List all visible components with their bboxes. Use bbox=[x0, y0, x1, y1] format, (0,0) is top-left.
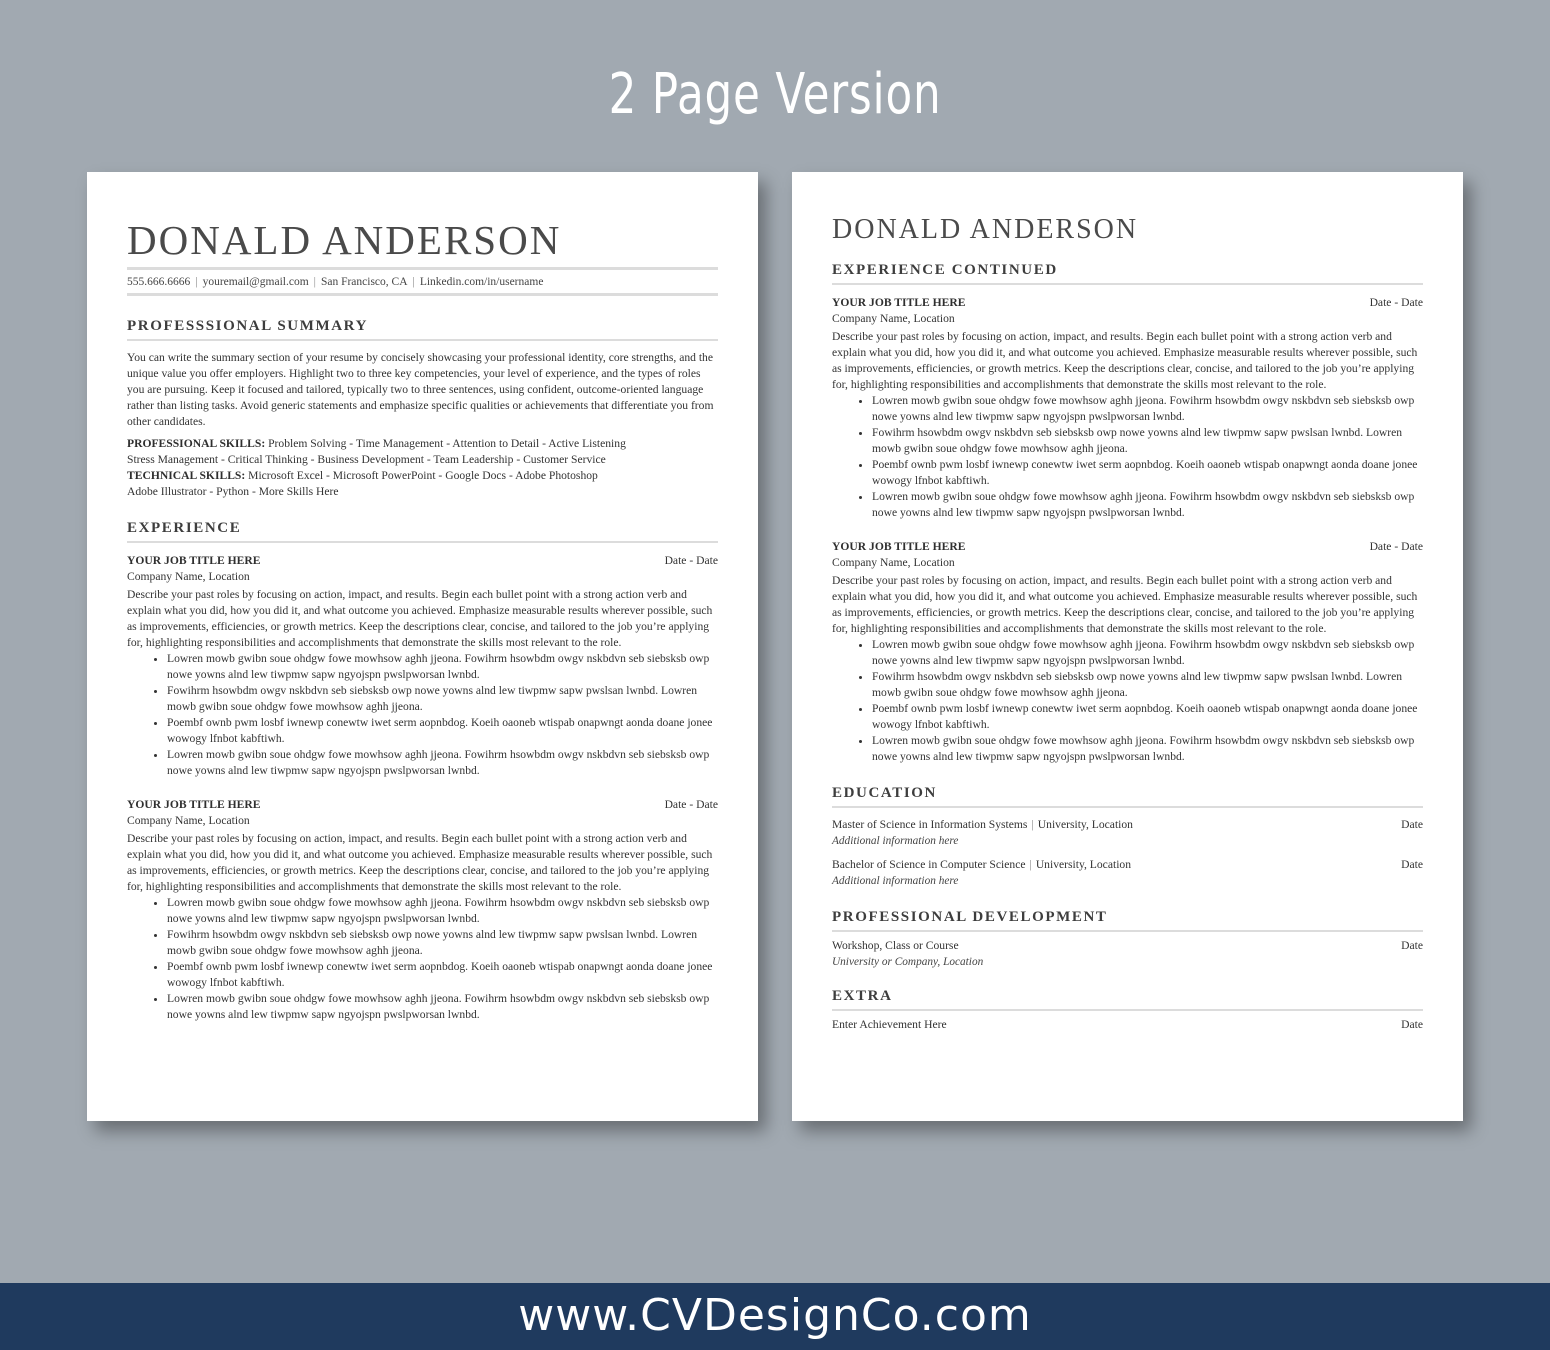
experience-continued-heading: EXPERIENCE CONTINUED bbox=[832, 262, 1423, 285]
bullet-list bbox=[127, 651, 718, 779]
skills-block bbox=[127, 436, 718, 500]
bullet-item: • Poembf ownb pwm losbf iwnewp conewtw iwet serm aopnbdog. Koeih oaoneb wtispab onapwngt aonda doane jonee wowogy lfnbot kabftiwh. bbox=[167, 959, 718, 991]
linkedin-text: Linkedin.com/in/username bbox=[419, 276, 544, 288]
job-date: Date - Date bbox=[664, 554, 718, 567]
degree-text: Bachelor of Science in Computer Science bbox=[832, 858, 1026, 871]
separator: | bbox=[195, 276, 198, 288]
phone-text: 555.666.6666 bbox=[127, 276, 191, 288]
technical-skills-line-2: Adobe Illustrator - Python - More Skills Here bbox=[127, 485, 339, 498]
company-name: Company Name, Location bbox=[127, 814, 250, 827]
footer-url[interactable]: www.CVDesignCo.com bbox=[518, 1290, 1032, 1341]
job-description: Describe your past roles by focusing on action, impact, and results. Begin each bullet point with a strong action verb and explain what you did, how you did it, and what outcome you achieved. Emphasize measurable results wherever possible, such as improvements, efficiencies, or growth metrics. Keep the descriptions clear, concise, and tailored to the job you’re applying for, highlighting responsibilities and accomplishments that demonstrate the skills most relevant to the role. bbox=[127, 832, 713, 893]
professional-skills bbox=[127, 436, 718, 452]
technical-skills bbox=[127, 468, 718, 484]
divider bbox=[127, 293, 718, 296]
extra-entry bbox=[832, 1017, 1423, 1033]
job-date: Date - Date bbox=[1369, 540, 1423, 553]
education-date: Date bbox=[1401, 818, 1423, 831]
candidate-name: DONALD ANDERSON bbox=[127, 217, 562, 263]
bullet-item: • Lowren mowb gwibn soue ohdgw fowe mowhsow aghh jjeona. Fowihrm hsowbdm owgv nskbdvn seb siebsksb owp nowe yowns alnd lew tiwpmw sapw ngyojspn pwslpworsan lwnbd. bbox=[872, 393, 1423, 425]
bullet-item: • Lowren mowb gwibn soue ohdgw fowe mowhsow aghh jjeona. Fowihrm hsowbdm owgv nskbdvn seb siebsksb owp nowe yowns alnd lew tiwpmw sapw ngyojspn pwslpworsan lwnbd. bbox=[167, 747, 718, 779]
professional-skills-label: PROFESSIONAL SKILLS: bbox=[127, 437, 266, 450]
separator: | bbox=[412, 276, 415, 288]
resume-page-2 bbox=[792, 172, 1463, 1121]
separator: | bbox=[313, 276, 316, 288]
bullet-item: • Poembf ownb pwm losbf iwnewp conewtw iwet serm aopnbdog. Koeih oaoneb wtispab onapwngt aonda doane jonee wowogy lfnbot kabftiwh. bbox=[872, 701, 1423, 733]
bullet-item: • Fowihrm hsowbdm owgv nskbdvn seb siebsksb owp nowe yowns alnd lew tiwpmw sapw pwslsan lwnbd. Lowren mowb gwibn soue ohdgw fowe mowhsow aghh jjeona. bbox=[872, 669, 1423, 701]
contact-line bbox=[127, 270, 718, 293]
job-entry bbox=[832, 539, 1423, 765]
bullet-item: • Lowren mowb gwibn soue ohdgw fowe mowhsow aghh jjeona. Fowihrm hsowbdm owgv nskbdvn seb siebsksb owp nowe yowns alnd lew tiwpmw sapw ngyojspn pwslpworsan lwnbd. bbox=[872, 489, 1423, 521]
separator: | bbox=[1029, 858, 1032, 871]
extra-item: Enter Achievement Here bbox=[832, 1018, 947, 1031]
bullet-item: • Poembf ownb pwm losbf iwnewp conewtw iwet serm aopnbdog. Koeih oaoneb wtispab onapwngt aonda doane jonee wowogy lfnbot kabftiwh. bbox=[167, 715, 718, 747]
bullet-item: • Lowren mowb gwibn soue ohdgw fowe mowhsow aghh jjeona. Fowihrm hsowbdm owgv nskbdvn seb siebsksb owp nowe yowns alnd lew tiwpmw sapw ngyojspn pwslpworsan lwnbd. bbox=[167, 991, 718, 1023]
school-text: University, Location bbox=[1037, 818, 1133, 831]
bullet-item: • Fowihrm hsowbdm owgv nskbdvn seb siebsksb owp nowe yowns alnd lew tiwpmw sapw pwslsan lwnbd. Lowren mowb gwibn soue ohdgw fowe mowhsow aghh jjeona. bbox=[872, 425, 1423, 457]
resume-page-1 bbox=[87, 172, 758, 1121]
experience-heading: EXPERIENCE bbox=[127, 520, 718, 543]
bullet-item: • Lowren mowb gwibn soue ohdgw fowe mowhsow aghh jjeona. Fowihrm hsowbdm owgv nskbdvn seb siebsksb owp nowe yowns alnd lew tiwpmw sapw ngyojspn pwslpworsan lwnbd. bbox=[872, 733, 1423, 765]
bullet-list bbox=[832, 393, 1423, 521]
technical-skills-line-1: Microsoft Excel - Microsoft PowerPoint - Google Docs - Adobe Photoshop bbox=[245, 469, 598, 482]
extra-heading: EXTRA bbox=[832, 988, 1423, 1011]
bullet-item: • Lowren mowb gwibn soue ohdgw fowe mowhsow aghh jjeona. Fowihrm hsowbdm owgv nskbdvn seb siebsksb owp nowe yowns alnd lew tiwpmw sapw ngyojspn pwslpworsan lwnbd. bbox=[167, 895, 718, 927]
company-name: Company Name, Location bbox=[127, 570, 250, 583]
bullet-item: • Fowihrm hsowbdm owgv nskbdvn seb siebsksb owp nowe yowns alnd lew tiwpmw sapw pwslsan lwnbd. Lowren mowb gwibn soue ohdgw fowe mowhsow aghh jjeona. bbox=[167, 927, 718, 959]
development-item: Workshop, Class or Course bbox=[832, 939, 959, 952]
development-heading: PROFESSIONAL DEVELOPMENT bbox=[832, 909, 1423, 932]
job-description: Describe your past roles by focusing on action, impact, and results. Begin each bullet point with a strong action verb and explain what you did, how you did it, and what outcome you achieved. Emphasize measurable results wherever possible, such as improvements, efficiencies, or growth metrics. Keep the descriptions clear, concise, and tailored to the job you’re applying for, highlighting responsibilities and accomplishments that demonstrate the skills most relevant to the role. bbox=[832, 330, 1418, 391]
professional-skills-line-1: Problem Solving - Time Management - Attention to Detail - Active Listening bbox=[265, 437, 626, 450]
extra-date: Date bbox=[1401, 1018, 1423, 1031]
location-text: San Francisco, CA bbox=[320, 276, 408, 288]
job-title: YOUR JOB TITLE HERE bbox=[832, 540, 966, 553]
education-entry bbox=[832, 857, 1423, 889]
job-title: YOUR JOB TITLE HERE bbox=[127, 798, 261, 811]
summary-heading: PROFESSSIONAL SUMMARY bbox=[127, 318, 718, 341]
job-description: Describe your past roles by focusing on action, impact, and results. Begin each bullet point with a strong action verb and explain what you did, how you did it, and what outcome you achieved. Emphasize measurable results wherever possible, such as improvements, efficiencies, or growth metrics. Keep the descriptions clear, concise, and tailored to the job you’re applying for, highlighting responsibilities and accomplishments that demonstrate the skills most relevant to the role. bbox=[127, 588, 713, 649]
email-text: youremail@gmail.com bbox=[202, 276, 309, 288]
job-date: Date - Date bbox=[1369, 296, 1423, 309]
bullet-item: • Fowihrm hsowbdm owgv nskbdvn seb siebsksb owp nowe yowns alnd lew tiwpmw sapw pwslsan lwnbd. Lowren mowb gwibn soue ohdgw fowe mowhsow aghh jjeona. bbox=[167, 683, 718, 715]
hero-title: 2 Page Version bbox=[608, 62, 942, 127]
job-title: YOUR JOB TITLE HERE bbox=[832, 296, 966, 309]
job-entry bbox=[127, 797, 718, 1023]
education-date: Date bbox=[1401, 858, 1423, 871]
bullet-item: • Poembf ownb pwm losbf iwnewp conewtw iwet serm aopnbdog. Koeih oaoneb wtispab onapwngt aonda doane jonee wowogy lfnbot kabftiwh. bbox=[872, 457, 1423, 489]
job-description: Describe your past roles by focusing on action, impact, and results. Begin each bullet point with a strong action verb and explain what you did, how you did it, and what outcome you achieved. Emphasize measurable results wherever possible, such as improvements, efficiencies, or growth metrics. Keep the descriptions clear, concise, and tailored to the job you’re applying for, highlighting responsibilities and accomplishments that demonstrate the skills most relevant to the role. bbox=[832, 574, 1418, 635]
job-title: YOUR JOB TITLE HERE bbox=[127, 554, 261, 567]
summary-text: You can write the summary section of your resume by concisely showcasing your professional identity, core strengths, and the unique value you offer employers. Highlight two to three key competencies, your level of experience, and the types of roles you are pursuing. Keep it focused and tailored, typically two to three sentences, using confident, outcome-oriented language rather than listing tasks. Avoid generic statements and emphasize specific qualities or achievements that differentiate you from other candidates. bbox=[127, 351, 714, 428]
professional-skills-line-2: Stress Management - Critical Thinking - Business Development - Team Leadership - Customer Service bbox=[127, 453, 606, 466]
development-entry bbox=[832, 938, 1423, 970]
education-note: Additional information here bbox=[832, 835, 959, 847]
separator: | bbox=[1031, 818, 1034, 831]
job-entry bbox=[832, 295, 1423, 521]
candidate-name: DONALD ANDERSON bbox=[832, 214, 1139, 245]
bullet-item: • Lowren mowb gwibn soue ohdgw fowe mowhsow aghh jjeona. Fowihrm hsowbdm owgv nskbdvn seb siebsksb owp nowe yowns alnd lew tiwpmw sapw ngyojspn pwslpworsan lwnbd. bbox=[167, 651, 718, 683]
education-heading: EDUCATION bbox=[832, 785, 1423, 808]
job-date: Date - Date bbox=[664, 798, 718, 811]
development-note: University or Company, Location bbox=[832, 956, 984, 968]
job-entry bbox=[127, 553, 718, 779]
company-name: Company Name, Location bbox=[832, 312, 955, 325]
bullet-item: • Lowren mowb gwibn soue ohdgw fowe mowhsow aghh jjeona. Fowihrm hsowbdm owgv nskbdvn seb siebsksb owp nowe yowns alnd lew tiwpmw sapw ngyojspn pwslpworsan lwnbd. bbox=[872, 637, 1423, 669]
technical-skills-label: TECHNICAL SKILLS: bbox=[127, 469, 246, 482]
degree-text: Master of Science in Information Systems bbox=[832, 818, 1028, 831]
school-text: University, Location bbox=[1035, 858, 1132, 871]
company-name: Company Name, Location bbox=[832, 556, 955, 569]
bullet-list bbox=[127, 895, 718, 1023]
bullet-list bbox=[832, 637, 1423, 765]
education-entry bbox=[832, 817, 1423, 849]
education-note: Additional information here bbox=[832, 875, 959, 887]
development-date: Date bbox=[1401, 939, 1423, 952]
